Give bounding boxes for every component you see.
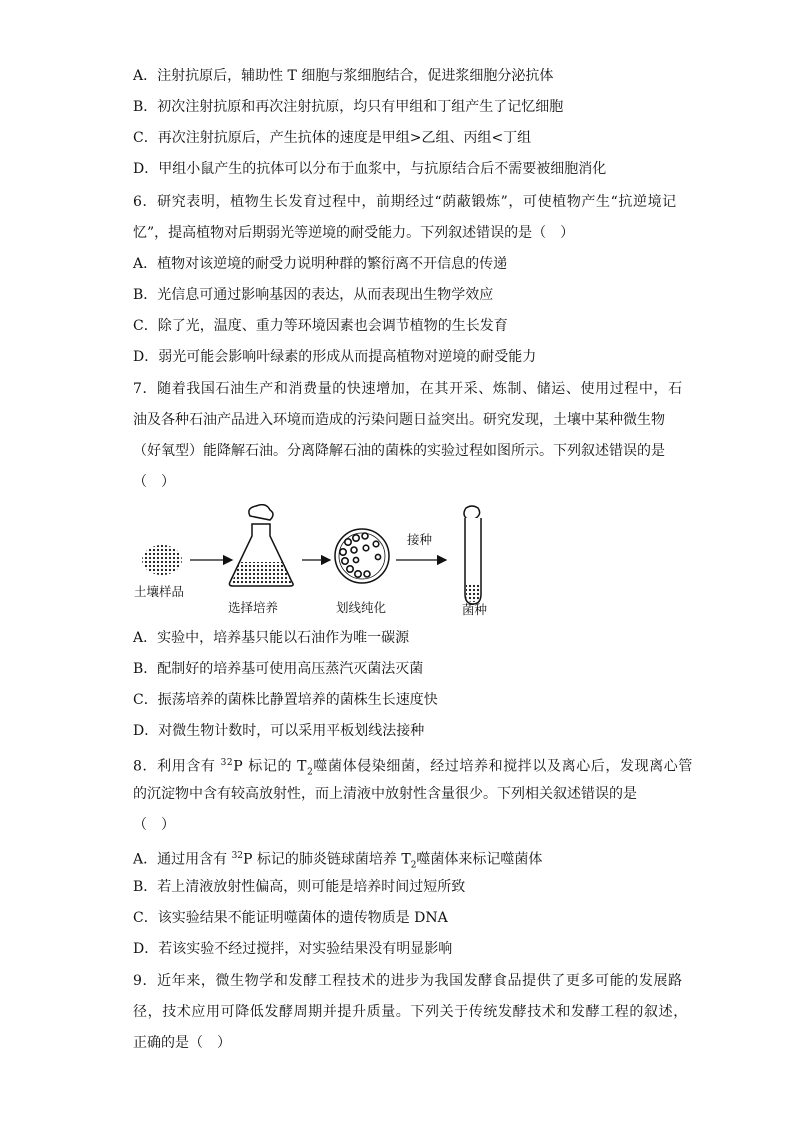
line-5c: C．再次注射抗原后，产生抗体的速度是甲组>乙组、丙组<丁组 xyxy=(133,130,532,146)
test-tube-icon xyxy=(464,506,481,604)
question-9-stem-3: 正确的是（ ） xyxy=(133,1035,231,1051)
line-5b: B．初次注射抗原和再次注射抗原，均只有甲组和丁组产生了记忆细胞 xyxy=(133,99,564,115)
q8-text-c: 噬菌体侵染细菌，经过培养和搅拌以及离心后，发现离心管 xyxy=(313,758,694,775)
soil-sample-icon xyxy=(142,545,182,575)
option-7d: D．对微生物计数时，可以采用平板划线法接种 xyxy=(133,723,425,739)
petri-dish-icon xyxy=(335,529,389,583)
option-8d: D．若该实验不经过搅拌，对实验结果没有明显影响 xyxy=(133,941,453,957)
option-6d: D．弱光可能会影响叶绿素的形成从而提高植物对逆境的耐受能力 xyxy=(133,349,537,365)
inoculate-label: 接种 xyxy=(407,532,433,547)
question-6-stem-2: 忆”，提高植物对后期弱光等逆境的耐受能力。下列叙述错误的是（ ） xyxy=(133,225,575,241)
question-7-stem-1: 7．随着我国石油生产和消费量的快速增加，在其开采、炼制、储运、使用过程中，石 xyxy=(133,381,683,397)
question-9-stem-1: 9．近年来，微生物学和发酵工程技术的进步为我国发酵食品提供了更多可能的发展路 xyxy=(133,973,683,989)
question-9-stem-2: 径，技术应用可降低发酵周期并提升质量。下列关于传统发酵技术和发酵工程的叙述， xyxy=(133,1004,688,1020)
option-6a: A．植物对该逆境的耐受力说明种群的繁衍离不开信息的传递 xyxy=(133,256,508,272)
flask-icon xyxy=(229,505,293,586)
q8a-text-3: 噬菌体来标记噬菌体 xyxy=(416,851,543,868)
q8a-sup: 32 xyxy=(231,851,244,861)
option-8c: C．该实验结果不能证明噬菌体的遗传物质是 DNA xyxy=(133,910,448,926)
streak-purify-label: 划线纯化 xyxy=(336,600,387,615)
question-7-stem-3: （好氧型）能降解石油。分离降解石油的菌株的实验过程如图所示。下列叙述错误的是 xyxy=(133,443,665,459)
option-7c: C．振荡培养的菌株比静置培养的菌株生长速度快 xyxy=(133,692,438,708)
soil-sample-label: 土壤样品 xyxy=(134,584,185,599)
experiment-figure xyxy=(134,504,510,620)
line-5d: D．甲组小鼠产生的抗体可以分布于血浆中，与抗原结合后不需要被细胞消化 xyxy=(133,161,607,177)
q8a-sub: 2 xyxy=(410,860,417,871)
strain-label: 菌种 xyxy=(462,602,488,617)
line-5a: A．注射抗原后，辅助性 T 细胞与浆细胞结合，促进浆细胞分泌抗体 xyxy=(133,68,554,84)
option-7b: B．配制好的培养基可使用高压蒸汽灭菌法灭菌 xyxy=(133,661,424,677)
option-8b: B．若上清液放射性偏高，则可能是培养时间过短所致 xyxy=(133,879,466,895)
q8-text-a: 8．利用含有 xyxy=(133,758,221,775)
q8-sub: 2 xyxy=(307,767,314,778)
option-7a: A．实验中，培养基只能以石油作为唯一碳源 xyxy=(133,630,410,646)
question-6-stem-1: 6．研究表明，植物生长发育过程中，前期经过“荫蔽锻炼”，可使植物产生“抗逆境记 xyxy=(133,194,677,210)
question-7-stem-2: 油及各种石油产品进入环境而造成的污染问题日益突出。研究发现，土壤中某种微生物 xyxy=(133,412,665,428)
question-7-stem-4: （ ） xyxy=(133,474,175,490)
q8-text-b: P 标记的 T xyxy=(233,758,308,775)
question-8-stem-2: 的沉淀物中含有较高放射性，而上清液中放射性含量很少。下列相关叙述错误的是 xyxy=(133,786,637,802)
q8-sup: 32 xyxy=(220,758,234,768)
experiment-diagram xyxy=(140,504,510,620)
option-6b: B．光信息可通过影响基因的表达，从而表现出生物学效应 xyxy=(133,287,494,303)
option-6c: C．除了光，温度、重力等环境因素也会调节植物的生长发育 xyxy=(133,318,508,334)
q8a-text-2: P 标记的肺炎链球菌培养 T xyxy=(243,851,411,868)
select-culture-label: 选择培养 xyxy=(228,600,279,615)
q8a-text-1: A．通过用含有 xyxy=(133,851,232,868)
question-8-stem-3: （ ） xyxy=(133,817,175,833)
question-8-stem-1 xyxy=(133,753,693,782)
option-8a xyxy=(133,846,542,875)
